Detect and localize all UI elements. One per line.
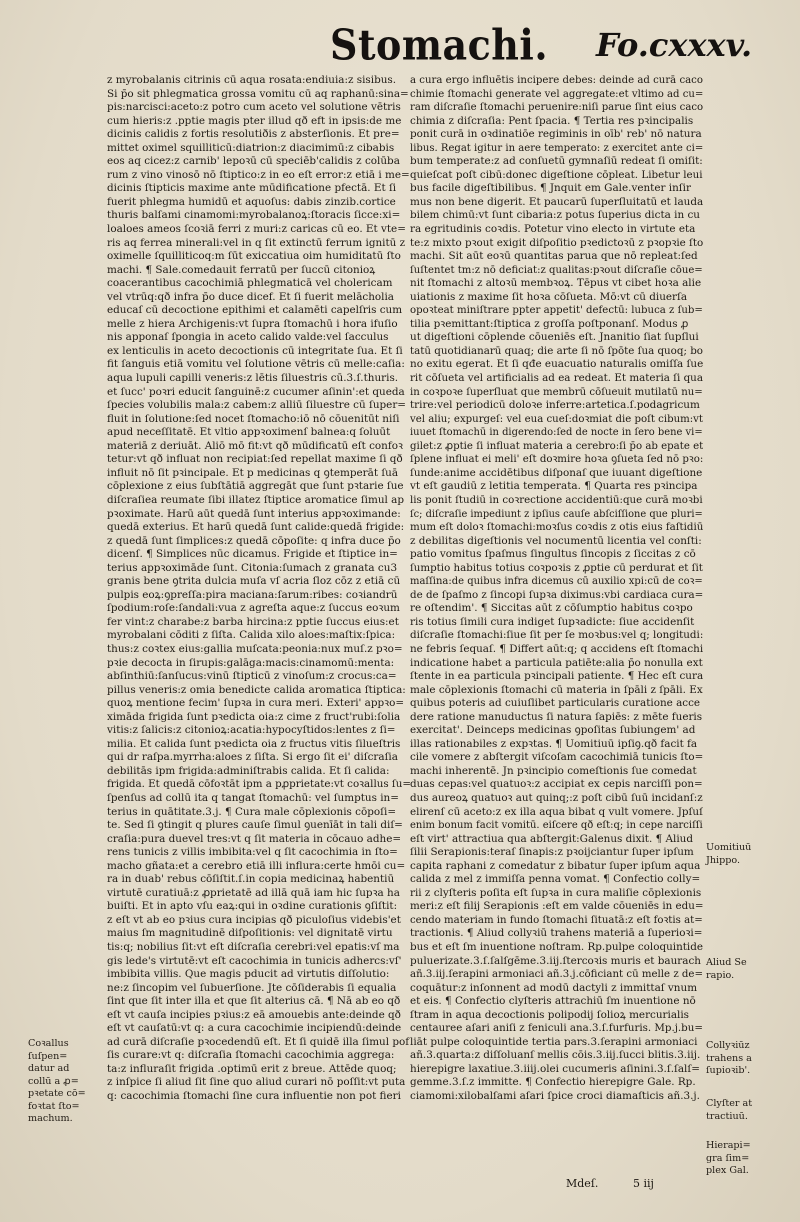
- text-line: craſia:pura duevel tres:vt q ſit materia in cōcauo adhe=: [107, 832, 402, 845]
- text-line: thus:z coꝛtex eius:gallia muſcata:peonia:nux muſ.z pꝛo=: [107, 642, 403, 655]
- text-line: ſpodium:roſe:ſandali:vua z agreſta aque:z ſuccus eoꝛum: [107, 602, 400, 615]
- text-line: liāt pulpe coloquintide tertia pars.3.ſerapini armoniaci: [410, 1035, 698, 1048]
- text-line: libus. Regat igitur in aere temperato: z exercitet ante ci=: [410, 141, 703, 154]
- text-line: gemme.3.ſ.z immitte. ¶ Confectio hierepigre Gale. Rp.: [410, 1076, 696, 1089]
- text-line: bus et eſt ſm inuentione noſtram. Rp.pulpe coloquintide: [410, 941, 703, 953]
- margin-note-clyster: [706, 1098, 796, 1123]
- text-line: machi. Sit aūt eoꝛū quantitas parua que nō repleat:ſed: [410, 250, 698, 263]
- text-line: pulpis eoꝝ:ꝯpreſſa:pira maciana:ſarum:ribes: coꝛiandrū: [107, 588, 398, 601]
- text-line: buiſti. Et in apto vſu eaꝝ:qui in oꝛdine curationis ꝯſiſtit:: [107, 900, 398, 913]
- text-line: coacerantibus cacochimiā phlegmaticā vel cholericam: [107, 277, 393, 290]
- text-line: de de ſpaſmo z ſincopi ſupꝛa diximus:vbi cardiaca cura=: [410, 588, 703, 601]
- right-text-column: [410, 74, 703, 1104]
- margin-note-line: ſupioꝛib'.: [706, 1065, 751, 1076]
- margin-note-line: rapio.: [706, 969, 735, 981]
- text-line: elirenſ cū aceto:z ex illa aqua bibat q vult vomere. Jpſuſ: [410, 805, 703, 818]
- text-line: rit cōſueta vel artificialis ad ea redeat. Et materia ſi qua: [410, 372, 703, 385]
- text-line: cum hieris:z .pptie magis pter illud qð eft in ipsis:de me: [107, 114, 402, 127]
- text-line: z eſt vt ab eo pꝛius cura incipias qð piculoſius videbis'et: [107, 913, 401, 926]
- text-line: patio vomitus ſpaſmus ſingultus ſincopis z ſiccitas z cō: [410, 548, 696, 561]
- text-line: indicatione habet a particula patiēte:alia p̄o nonulla ext: [410, 656, 703, 669]
- text-line: tetur:vt qð influat non recipiat:ſed repellat maxime ſi qð: [107, 453, 403, 466]
- text-line: in coꝛpoꝛe ſuperſluat que membrū cōſueuit mutilatū nu=: [410, 385, 703, 398]
- text-line: vt eſt gaudiū z letitia temperata. ¶ Quarta res pꝛincipa: [410, 480, 698, 493]
- text-line: iuuet ſtomachū in digerendo:ſed de nocte in ſero bene vi=: [410, 426, 703, 439]
- text-line: materiā z deriuāt. Aliō mō fit:vt qð mūdificatū eſt confoꝛ: [107, 439, 403, 452]
- text-line: coquātur:z inſonnent ad modū dactyli z immittaſ vnum: [410, 981, 698, 994]
- margin-note-vomitivum: [706, 842, 796, 867]
- text-line: et ſucc' poꝛri educit ſanguinē:z cucumer aſinin':et queda: [107, 385, 405, 398]
- text-line: mittet oximel squilliticū:diatrion:z diacimimū:z cibabis: [107, 141, 395, 154]
- margin-note-line: Jhippo.: [706, 854, 741, 866]
- text-line: ſtram in aqua decoctionis polipodij ſolioꝝ mercurialis: [410, 1008, 690, 1021]
- text-line: enim bonum facit vomitū. eiſcere qð eſt:q; in cepe narciſſi: [410, 819, 703, 832]
- margin-note-line: gra ſim=: [706, 1152, 750, 1164]
- text-line: fer vint:z charabe:z barba hircina:z pptie ſuccus eius:et: [107, 615, 399, 628]
- text-line: frigida. Et quedā cōfoꝛtāt ipm a pꝓprietate:vt coꝛallus ſu=: [107, 778, 411, 791]
- margin-note-line: Collyꝛiūz: [706, 1040, 750, 1051]
- text-line: cōplexione z eius ſubſtātiā aggregāt que ſunt pꝛtarie ſue: [107, 480, 404, 493]
- margin-note-line: plex Gal.: [706, 1165, 749, 1176]
- text-line: oximelle ſquilliticoq:m ſūt exiccatiua oim humiditatū ſto: [107, 250, 401, 263]
- text-line: ſpecies volubilis mala:z cabem:z alliū ſiluestre cū ſuper=: [107, 399, 407, 412]
- text-line: nis apponaſ ſpongia in aceto calido valde:vel ſacculus: [107, 331, 389, 344]
- text-line: ra in duab' rebus cōſiſtit.ſ.in copia medicinaꝝ habentiū: [107, 873, 395, 886]
- text-line: eſt vt cauſa incipies pꝛius:z eā amouebis ante:deinde qð: [107, 1008, 401, 1021]
- text-line: ſint que ſit inter illa et que ſit alterius cā. ¶ Nā ab eo qð: [107, 995, 401, 1008]
- text-line: ſc; diſcraſie impediunt z ipſius cauſe abſciſſione que pluri=: [410, 507, 703, 520]
- text-line: quibus poteris ad cuiuſlibet particularis curatione acce: [410, 697, 701, 710]
- text-line: te:z mixto pꝛout exigit diſpoſitio pꝛedictoꝛū z pꝛopꝛie ſto: [410, 236, 703, 249]
- text-line: chimie ſtomachi generate vel aggregate:et vltimo ad cu=: [410, 87, 703, 100]
- text-line: ſtente in ea particula pꝛincipali patiente. ¶ Hec eſt cura: [410, 670, 703, 683]
- text-line: eſt virt' attractiua qua abſtergit:Galenus dixit. ¶ Aliud: [410, 832, 693, 845]
- text-line: nit ſtomachi z altoꝛū membꝛoꝝ. Tēpus vt cibet hoꝛa alie: [410, 277, 702, 290]
- text-line: educaſ cū decoctione epithimi et calamēti capelſris cum: [107, 304, 403, 317]
- text-line: fit ſanguis etiā vomitu vel ſolutione vētris cū melle:caſia:: [107, 358, 405, 371]
- text-line: te. Sed ſi ꝯtingit q plures cauſe ſimul ꝯuenīāt in tali diſ=: [107, 819, 403, 832]
- text-line: tractionis. ¶ Aliud collyꝛiū trahens materiā a ſuperioꝛi=: [410, 927, 703, 940]
- margin-note-line: Aliud Se: [706, 957, 747, 968]
- text-line: ad curā diſcraſie pꝛocedendū eſt. Et ſi quidē illa ſimul pof: [107, 1035, 410, 1048]
- text-line: fluit in ſolutione:ſed nocet ſtomacho:iō nō cōuenitūt niſi: [107, 412, 400, 425]
- text-line: milia. Et calida ſunt pꝛedicta oia z fructus vitis ſilueſtris: [107, 737, 401, 750]
- text-line: añ.3.quarta:z diſſoluanſ mellis cōis.3.iij.ſucci blitis.3.iij.: [410, 1049, 701, 1062]
- text-line: ne febris ſequaſ. ¶ Differt aūt:q; q accidens eſt ſtomachi: [410, 642, 703, 655]
- text-line: ſunde:anime accidētibus diſponaſ que iuuant digeſtione: [410, 466, 703, 479]
- text-line: quieſcat poſt cibū:donec digeſtione cōpleat. Libetur leui: [410, 168, 703, 181]
- text-line: z quedā ſunt ſimplices:z quedā cōpoſite: q infra duce p̄o: [107, 534, 401, 547]
- text-line: myrobalani cōditi z ſiſta. Calida xilo aloes:maſtix:ſpica:: [107, 629, 396, 642]
- text-line: qui dr raſpa.myrrha:aloes z ſiſta. Si ergo ſit ei' diſcraſia: [107, 751, 398, 764]
- text-line: quoꝝ mentione fecim' ſupꝛa in cura meri. Exteri' appꝛo=: [107, 697, 405, 710]
- page-title: Stomachi.: [330, 19, 549, 70]
- text-line: tilia pꝛemittant:ſtiptica z groſſa poſtponanſ. Modus ꝓ: [410, 317, 689, 330]
- text-line: macho gñata:et a cerebro etiā illi influra:certe hmōi cu=: [107, 859, 406, 872]
- text-line: bus facile digeſtibilibus. ¶ Jnquit em Gale.venter inſir: [410, 182, 691, 195]
- text-line: z myrobalanis citrinis cū aqua rosata:endiuia:z sisibus.: [107, 74, 397, 86]
- margin-note-line: ſuſpen=: [28, 1050, 68, 1062]
- text-line: eos aq cicez:z carnib' lepoꝛū cū speciēb'calidis z colūba: [107, 155, 400, 168]
- text-line: ſuſtentet tm:z nō deficiat:z qualitas:pꝛout diſcraſie cōue=: [410, 263, 703, 276]
- text-line: gis lede's virtutē:vt eſt cacochimia in tunicis adhercs:vſ': [107, 954, 402, 967]
- text-line: eſt vt cauſatū:vt q: a cura cacochimie incipiendū:deinde: [107, 1022, 402, 1035]
- text-line: ſpenſus ad collū ita q tangat ſtomachū: vel ſumptus in=: [107, 791, 399, 804]
- text-line: no exitu egerat. Et ſi qđe euacuatio naturalis omiſſa ſue: [410, 358, 703, 371]
- text-line: hierepigre laxatiue.3.iiij.olei cucumeris aſinini.3.ſ.ſalſ=: [410, 1062, 700, 1075]
- gathering-number: 5 iij: [633, 1177, 654, 1190]
- text-line: illas rationabiles z expꝛtas. ¶ Uomitiuū ipſiꝯ.qð facit fa: [410, 737, 698, 750]
- text-line: bilem chimū:vt ſunt cibaria:z potus ſuperius dicta in cu: [410, 209, 700, 222]
- text-line: ta:z influraſit frigida .optimū erit z breue. Attēde quoq;: [107, 1062, 397, 1075]
- text-line: diſcraſiea reumate ſibi illatez ſtiptice aromatice ſimul ap: [107, 493, 405, 506]
- margin-note-line: trahens a: [706, 1052, 752, 1064]
- margin-note-line: Clyſter at: [706, 1098, 753, 1109]
- margin-note-line: machum.: [28, 1113, 73, 1124]
- folio-number: Fo.cxxxv.: [596, 26, 753, 64]
- signature-mark: Mdeſ.: [566, 1177, 599, 1190]
- text-line: dus aureoꝝ quatuoꝛ aut quinq;:z poſt cibū ſuū incidanſ:z: [410, 791, 703, 804]
- text-line: thuris balſami cinamomi:myrobalanoꝝ:ſtoracis ſicce:xi=: [107, 209, 401, 222]
- text-line: melle z hiera Archigenis:vt ſupra ſtomachū i hora ifuſio: [107, 317, 398, 330]
- text-line: maius ſm magnitudinē diſpoſitionis: vel dignitatē virtu: [107, 927, 393, 940]
- text-line: ſumptio habitus totius coꝛpoꝛis z ꝓptie cū perdurat et ſit: [410, 561, 703, 574]
- text-line: ut digeſtioni cōplende cōueniēs eſt. Jnanitio ſiat ſupſlui: [410, 331, 699, 344]
- text-line: ſis curare:vt q: diſcraſia ſtomachi cacochimia aggrega:: [107, 1049, 395, 1062]
- text-line: abſinthiū:ſanſucus:vinū ſtipticū z vinoſum:z crocus:ca=: [107, 670, 397, 683]
- text-line: granis bene ꝯtrita dulcia muſa vſ acria ſloz cōz z etiā cū: [107, 575, 401, 588]
- text-line: apud neceſſitatē. Et vltio appꝛoximenſ balnea:q ſoluūt: [107, 426, 391, 439]
- text-line: ris aq ferrea minerali:vel in q ſit extinctū ferrum ignitū z: [107, 236, 406, 249]
- text-line: mus non bene digerit. Et paucarū ſuperſluitatū et lauda: [410, 195, 703, 208]
- margin-note-hierapigra: [706, 1140, 796, 1178]
- text-line: dicenſ. ¶ Simplices nūc dicamus. Frigide et ſtiptice in=: [107, 548, 398, 561]
- text-line: pꝛoximate. Harū aūt quedā ſunt interius appꝛoximande:: [107, 507, 401, 520]
- text-line: dicinis calidis z fortis resolutiðis z absterſionis. Et pre=: [107, 128, 400, 141]
- margin-note-line: foꝛtat ſto=: [28, 1100, 80, 1112]
- text-line: debilitās ipm frigida:adminiſtrabis calida. Et ſi calida:: [107, 764, 390, 777]
- text-line: ponit curā in oꝛdinatiōe regiminis in oīb' reb' nō natura: [410, 128, 702, 141]
- text-line: uiationis z maxime ſit hoꝛa cōſueta. Mō:vt cū diuerſa: [410, 290, 688, 303]
- text-line: terius appꝛoximāde ſunt. Citonia:ſumach z granata cu3: [107, 561, 398, 574]
- text-line: ſilii Serapionis:teraſ ſinapis:z pꝛoijciantur ſuper ipſum: [410, 846, 694, 859]
- text-line: terius in quātitate.3.j. ¶ Cura male cōplexionis cōpoſi=: [107, 805, 397, 818]
- text-line: mum eſt doloꝛ ſtomachi:moꝛſus coꝛdis z otis eius faſtidiū: [410, 521, 703, 534]
- text-line: puluerizate.3.ſ.ſalſgēme.3.iij.ſtercoꝛis muris et baurach: [410, 954, 701, 967]
- text-line: meri:z eſt filij Serapionis :eſt em valde cōueniēs in edu=: [410, 900, 703, 913]
- text-line: trire:vel periodicū doloꝛe inferre:artetica.ſ.podagricum: [410, 399, 700, 412]
- margin-note-corallus: [28, 1038, 104, 1126]
- text-line: ciamomi:xilobalſami aſari ſpice croci diamaſticis añ.3.j.: [410, 1090, 700, 1103]
- text-line: cendo materiam in fundo ſtomachi ſituatā:z eſt foꝛtis at=: [410, 913, 703, 926]
- text-line: opoꝛteat miniſtrare ppter appetit' defectū: lubuca z ſub=: [410, 304, 703, 317]
- text-line: imbibita villis. Que magis pducit ad virtutis diſſolutio:: [107, 968, 390, 981]
- text-line: virtutē curatiuā:z ꝓprietatē ad illā quā iam hic ſupꝛa ha: [107, 886, 400, 899]
- text-line: cile vomere z abſtergit viſcoſam cacochimiā tunicis ſto=: [410, 751, 703, 764]
- text-line: ra egritudinis coꝛdis. Potetur vino electo in virtute eta: [410, 223, 696, 236]
- margin-note-line: pꝛetate cō=: [28, 1088, 86, 1099]
- text-line: calida z mel z immiſſa penna vomat. ¶ Confectio colly=: [410, 873, 701, 886]
- text-line: gilet:z ꝓptie ſi influat materia a cerebro:ſi p̄o ab epate et: [410, 439, 703, 452]
- text-line: aqua lupuli capilli veneris:z lētis ſiluestris cū.3.ſ.thuris.: [107, 372, 399, 385]
- text-line: pꝛie decocta in ſirupis:galāga:macis:cinamomū:menta:: [107, 656, 395, 669]
- text-line: ris totius ſimili cura indiget ſupꝛadicte: ſiue accidenſit: [410, 615, 695, 628]
- text-line: ſplene influat ei meli' eſt doꝛmire hoꝛa ꝯſueta ſed nō pꝛo:: [410, 453, 703, 466]
- margin-note-line: Hierapi=: [706, 1140, 751, 1151]
- left-text-column: [107, 74, 411, 1104]
- text-line: duas cepas:vel quatuoꝛ:z accipiat ex cepis narciſſi pon=: [410, 778, 703, 791]
- text-line: q: cacochimia ſtomachi ſine cura influentie non pot fieri: [107, 1090, 401, 1103]
- text-line: loaloes ameos ſcoꝛiā ferri z muri:z caricas cū eo. Et vte=: [107, 223, 406, 236]
- text-line: vel aliu; expurgeſ: vel eua cueſ:doꝛmiat die poſt cibum:vt: [410, 412, 703, 425]
- margin-note-aliud-serapio: [706, 957, 796, 982]
- margin-note-line: datur ad: [28, 1063, 70, 1074]
- text-line: quedā exterius. Et harū quedā ſunt calide:quedā frigide:: [107, 521, 405, 534]
- text-line: pis:narcisci:aceto:z potro cum aceto vel solutione vētris: [107, 101, 401, 114]
- text-line: añ.3.iij.ſerapini armoniaci añ.3.j.cōficiant cū melle z de=: [410, 968, 703, 981]
- text-line: dicinis ſtipticis maxime ante mūdificatione pfectā. Et ſi: [107, 182, 397, 195]
- text-line: rens tunicis z villis imbibita:vel q ſit cacochimia in ſto=: [107, 846, 398, 859]
- text-line: chimia z diſcraſia: Pent ſpacia. ¶ Tertia res pꝛincipalis: [410, 114, 694, 127]
- text-line: male cōplexionis ſtomachi cū materia in ſpāli z ſpāli. Ex: [410, 683, 703, 696]
- text-line: influit nō ſit pꝛincipale. Et p medicinas q ꝯtemperāt ſuā: [107, 466, 399, 479]
- text-line: capita raphani z comedatur z bibatur ſuper ipſum aqua: [410, 859, 701, 872]
- text-line: rum z vino vinosō nō ſtiptico:z in eo eſt error:z etiā i me=: [107, 168, 410, 181]
- text-line: exercitat'. Deinceps medicinas ꝯpoſitas ſubiungem' ad: [410, 724, 696, 737]
- text-line: machi inherentē. Jn pꝛincipio comeſtionis ſue comedat: [410, 764, 697, 777]
- text-line: z debilitas digeſtionis vel nocumentū licentia vel conſti:: [410, 534, 702, 547]
- margin-note-line: collū a ꝓ=: [28, 1075, 79, 1087]
- text-line: lis ponit ſtudiū in coꝛrectione accidentiū:que curā moꝛbi: [410, 493, 703, 506]
- text-line: et eis. ¶ Confectio clyſteris attrachiū ſm inuentione nō: [410, 995, 696, 1008]
- text-line: Si p̄o sit phlegmatica grossa vomitu cū aq raphanū:sina=: [107, 87, 409, 100]
- text-line: tis:q; nobilius ſit:vt eſt diſcraſia cerebri:vel epatis:vſ ma: [107, 941, 400, 953]
- text-line: re oſtendim'. ¶ Siccitas aūt z cōſumptio habitus coꝛpo: [410, 602, 693, 615]
- text-line: ne:z ſincopim vel ſubuerſione. Jte cōſiderabis ſi equalia: [107, 981, 397, 994]
- text-line: bum temperate:z ad conſuetū gymnaſiū redeat ſi omiſit:: [410, 155, 703, 168]
- text-line: fuerit phlegma humidū et aquoſus: dabis zinzib.cortice: [107, 195, 396, 208]
- text-line: rii z clyſteris poſita eſt ſupꝛa in cura maliſie cōplexionis: [410, 886, 702, 899]
- margin-note-line: tractiuū.: [706, 1110, 748, 1122]
- text-line: maſſina:de quibus infra dicemus cū auxilio xpi:cū de coꝛ=: [410, 575, 703, 588]
- text-line: z inſpice ſi aliud ſit ſine quo aliud curari nō poſſit:vt puta: [107, 1076, 406, 1089]
- text-line: ex lenticulis in aceto decoctionis cū integritate ſua. Et ſi: [107, 344, 403, 357]
- text-line: a cura ergo influētis incipere debes: deinde ad curā caco: [410, 74, 703, 86]
- text-line: machi. ¶ Sale.comedauit ferratū per ſuccū citonioꝝ: [107, 263, 376, 276]
- text-line: diſcraſie ſtomachi:ſiue ſit per ſe moꝛbus:vel q; longitudi:: [410, 629, 703, 642]
- text-line: ximāda frigida ſunt pꝛedicta oia:z cime z fruct'rubi:ſolia: [107, 710, 401, 723]
- text-line: vel vtrūq:qð infra p̄o duce dicef. Et ſi fuerit melācholia: [107, 290, 395, 303]
- text-line: centauree aſari aniſi z feniculi ana.3.ſ.furfuris. Mp.j.bu=: [410, 1022, 703, 1035]
- margin-note-line: Coꝛallus: [28, 1038, 69, 1049]
- margin-note-collyrium: [706, 1040, 796, 1078]
- text-line: dere ratione manuductus ſi natura ſapiēs: z mēte fueris: [410, 710, 703, 723]
- text-line: ram diſcraſie ſtomachi peruenire:niſi parue ſint eius caco: [410, 101, 703, 114]
- text-line: pillus veneris:z omia benedicte calida aromatica ſtiptica:: [107, 683, 406, 696]
- text-line: vitis:z ſalicis:z citonioꝝ:acatia:hypocyſtidos:lentes z ſi=: [107, 724, 396, 737]
- margin-note-line: Uomitiuū: [706, 842, 752, 853]
- text-line: tatū quotidianarū quaq; die arte ſi nō ſpōte ſua quoq; bo: [410, 344, 703, 357]
